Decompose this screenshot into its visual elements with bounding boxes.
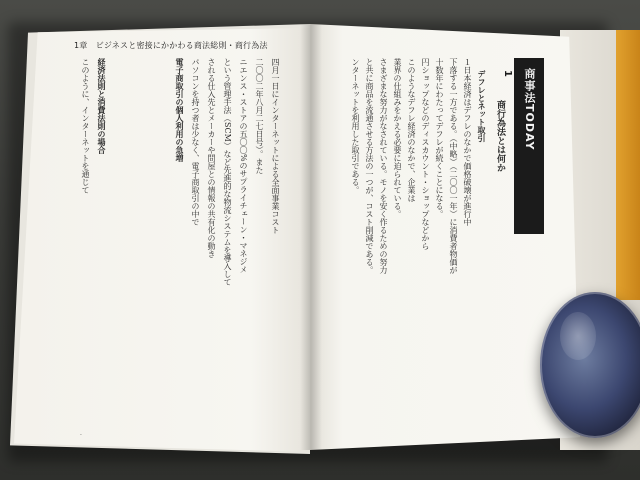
running-head: 1章 ビジネスと密接にかかわる商法総則・商行為法: [74, 41, 268, 50]
right-column-4: 円ショップなどのディスカウント・ショップなどから: [421, 58, 430, 250]
left-column-2: 二〇〇二年八月二七日号）。また: [255, 58, 264, 174]
left-subheading-1: 電子商取引の個人利用の急増: [175, 58, 185, 162]
left-column-6: パソコンを持つ者は少なく、電子商取引の中で: [191, 58, 200, 226]
right-column-6: 業界の仕組みをかえる必要に迫られている。: [393, 58, 402, 218]
right-column-8: と共に商品を流通させる方法の一つが、コスト削減である。: [365, 58, 374, 274]
book-gutter: [300, 24, 322, 450]
section-heading-box: [514, 58, 544, 234]
section-number: 1: [502, 70, 513, 77]
left-page-text-block-lower: [38, 236, 296, 432]
right-column-7: さまざまな努力がなされている。モノを安く作るための努力: [379, 58, 388, 274]
left-column-1: 四月一日にインターネットによる全面事業コスト: [271, 58, 280, 234]
left-column-5: される仕入先とメーカーや問屋との情報の共有化の動き: [207, 58, 216, 258]
right-column-1: １日本経済はデフレのなかで価格破壊が進行中: [463, 58, 472, 226]
left-column-3: ニエンス・ストアの五〇〇%のサプライチェーン・マネジメ: [239, 58, 248, 274]
magnifier-glare: [560, 312, 596, 360]
left-column-7: このように、インターネットを通じて: [81, 58, 90, 194]
book-cover-orange-stripe: [616, 30, 640, 300]
right-column-2: 下落する一方である。（中略）（二〇〇一年）に消費者物価が: [449, 58, 458, 274]
right-column-9: ンターネットを利用した取引である。: [351, 58, 360, 194]
right-subheading: デフレとネット取引: [477, 70, 487, 142]
section-heading-text: 商事法TODAY: [523, 68, 536, 151]
left-subheading-2: 経済法則と消費法則の場合: [97, 58, 107, 154]
right-column-3: 十数年にわたってデフレが続くことになる。: [435, 58, 444, 218]
right-column-5: このようなデフレ経済のなかで、企業は: [407, 58, 416, 202]
left-page-number: ·: [80, 432, 82, 439]
left-column-4: という管理手法（SCM）など先進的な物流システムを導入して: [223, 58, 232, 286]
magnifying-glass: [540, 292, 640, 438]
right-section-title: 商行為法とは何か: [495, 100, 505, 172]
right-page-text-block-lower: [322, 244, 538, 434]
